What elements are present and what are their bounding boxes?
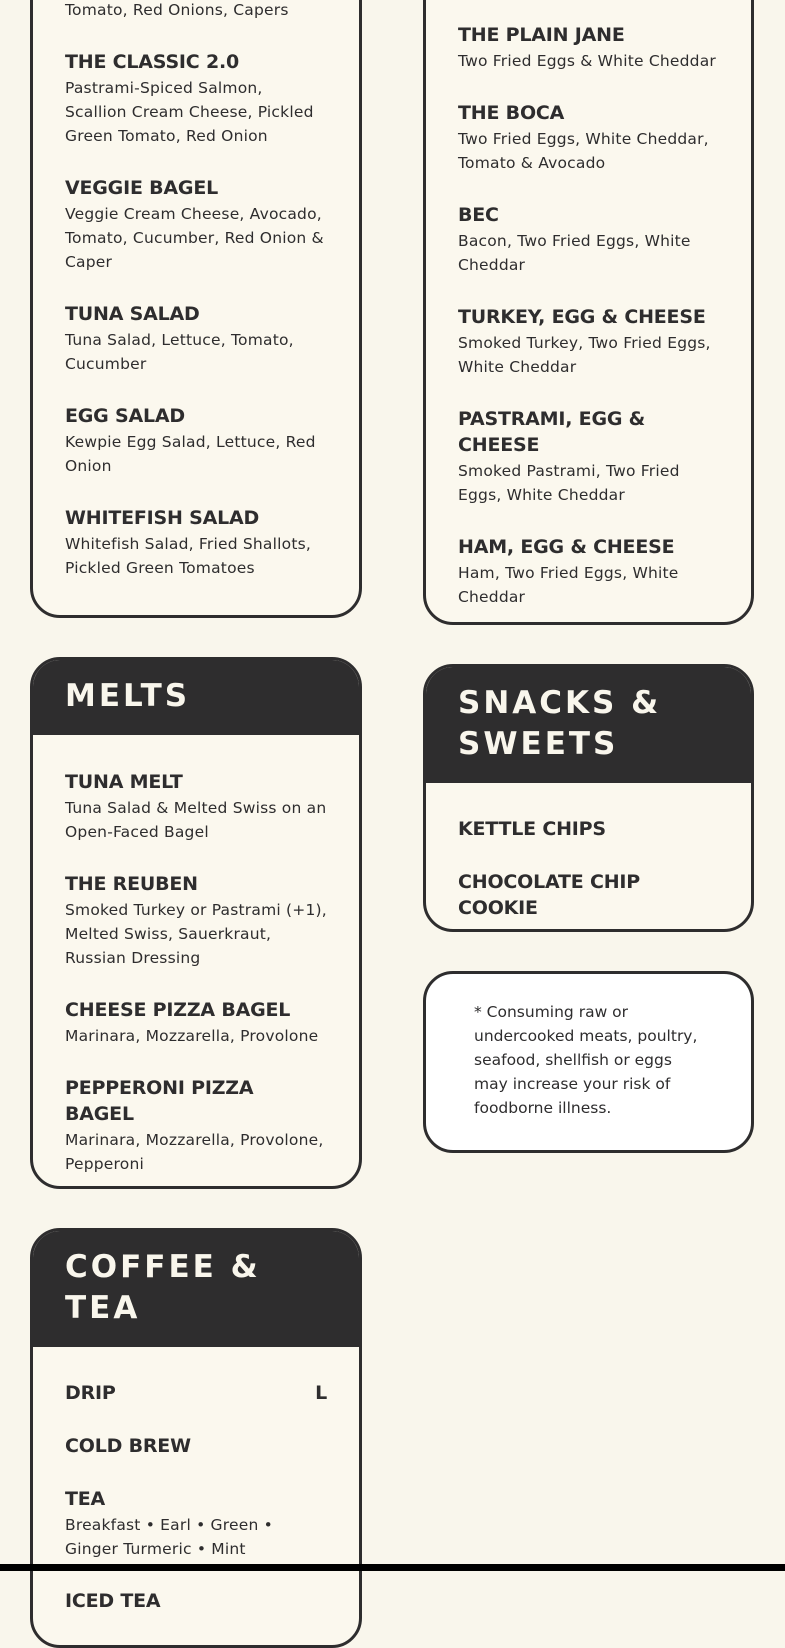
menu-item bbox=[458, 304, 719, 379]
menu-item-name: TURKEY, EGG & CHEESE bbox=[458, 306, 706, 328]
menu-item bbox=[458, 100, 719, 175]
menu-item-description: Breakfast • Earl • Green • Ginger Turmeric • Mint bbox=[65, 1516, 273, 1558]
bottom-edge-bar bbox=[0, 1564, 785, 1571]
menu-item-name: THE CLASSIC 2.0 bbox=[65, 51, 240, 73]
melts-menu-card bbox=[30, 657, 362, 1189]
section-title bbox=[426, 667, 751, 783]
menu-item-name: CHOCOLATE CHIP COOKIE bbox=[458, 871, 641, 919]
menu-item-description: Marinara, Mozzarella, Provolone bbox=[65, 1027, 319, 1045]
menu-item-name: THE BOCA bbox=[458, 102, 565, 124]
menu-item-description: Smoked Turkey or Pastrami (+1), Melted Swiss, Sauerkraut, Russian Dressing bbox=[65, 901, 327, 967]
notice-text: * Consuming raw or undercooked meats, poultry, seafood, shellfish or eggs may increase your risk of foodborne illness. bbox=[474, 1003, 698, 1117]
menu-item-description: Kewpie Egg Salad, Lettuce, Red Onion bbox=[65, 433, 316, 475]
menu-item bbox=[65, 871, 327, 970]
menu-item-description: Veggie Cream Cheese, Avocado, Tomato, Cucumber, Red Onion & Caper bbox=[65, 205, 324, 271]
menu-item-name: TEA bbox=[65, 1488, 106, 1510]
menu-item-description: Smoked Turkey, Two Fried Eggs, White Cheddar bbox=[458, 334, 711, 376]
menu-item bbox=[65, 505, 327, 580]
menu-item bbox=[65, 769, 327, 844]
menu-item-description: Whitefish Salad, Fried Shallots, Pickled Green Tomatoes bbox=[65, 535, 311, 577]
menu-item bbox=[65, 49, 327, 148]
menu-item-name: EGG SALAD bbox=[65, 405, 185, 427]
menu-item bbox=[458, 869, 719, 921]
menu-item bbox=[65, 1380, 327, 1406]
menu-item bbox=[65, 301, 327, 376]
menu-item-name: HAM, EGG & CHEESE bbox=[458, 536, 675, 558]
menu-item bbox=[458, 816, 719, 842]
menu-item-description: Tuna Salad, Lettuce, Tomato, Cucumber bbox=[65, 331, 294, 373]
menu-item-description: Two Fried Eggs & White Cheddar bbox=[458, 52, 716, 70]
menu-item-name: KETTLE CHIPS bbox=[458, 818, 606, 840]
menu-item-description: Ham, Two Fried Eggs, White Cheddar bbox=[458, 564, 679, 606]
menu-item-name: WHITEFISH SALAD bbox=[65, 507, 260, 529]
section-title: COFFEE & TEA bbox=[33, 1231, 359, 1347]
menu-item bbox=[65, 1433, 327, 1459]
menu-item-description: Tuna Salad & Melted Swiss on an Open-Faced Bagel bbox=[65, 799, 327, 841]
menu-item-description: Pastrami-Spiced Salmon, Scallion Cream Cheese, Pickled Green Tomato, Red Onion bbox=[65, 79, 314, 145]
menu-item-name: DRIP bbox=[65, 1382, 116, 1404]
menu-item-name: COLD BREW bbox=[65, 1435, 191, 1457]
menu-item bbox=[65, 0, 327, 22]
food-safety-notice bbox=[423, 971, 754, 1153]
menu-item-description: Tomato, Red Onions, Capers bbox=[65, 1, 289, 19]
snacks-sweets-menu-card bbox=[423, 664, 754, 932]
section-title-line: SNACKS & bbox=[458, 685, 662, 721]
menu-item-name: CHEESE PIZZA BAGEL bbox=[65, 999, 291, 1021]
menu-item-name: VEGGIE BAGEL bbox=[65, 177, 219, 199]
coffee-tea-menu-card bbox=[30, 1228, 362, 1648]
menu-item-description: Two Fried Eggs, White Cheddar, Tomato & Avocado bbox=[458, 130, 709, 172]
section-title-line: SWEETS bbox=[458, 726, 619, 762]
menu-item-name: TUNA MELT bbox=[65, 771, 183, 793]
section-title: MELTS bbox=[33, 660, 359, 735]
menu-item bbox=[65, 1486, 327, 1561]
bagels-menu-card bbox=[30, 0, 362, 618]
menu-item bbox=[65, 1588, 327, 1614]
menu-item-name: TUNA SALAD bbox=[65, 303, 200, 325]
menu-item bbox=[458, 22, 719, 73]
menu-item-description: Bacon, Two Fried Eggs, White Cheddar bbox=[458, 232, 691, 274]
menu-item bbox=[458, 534, 719, 609]
menu-item bbox=[458, 406, 719, 507]
menu-item-name: THE PLAIN JANE bbox=[458, 24, 625, 46]
menu-item bbox=[65, 1075, 327, 1176]
menu-item-name: THE REUBEN bbox=[65, 873, 198, 895]
menu-item bbox=[65, 997, 327, 1048]
menu-item bbox=[458, 202, 719, 277]
menu-item-name: PEPPERONI PIZZA BAGEL bbox=[65, 1077, 254, 1125]
menu-item bbox=[65, 403, 327, 478]
menu-item-description: Marinara, Mozzarella, Provolone, Pepperoni bbox=[65, 1131, 324, 1173]
menu-item-name: BEC bbox=[458, 204, 499, 226]
menu-item-description: Smoked Pastrami, Two Fried Eggs, White Cheddar bbox=[458, 462, 680, 504]
egg-sandwiches-menu-card bbox=[423, 0, 754, 625]
menu-item-name: PASTRAMI, EGG & CHEESE bbox=[458, 408, 646, 456]
size-label: L bbox=[315, 1382, 327, 1404]
menu-item bbox=[65, 175, 327, 274]
menu-item-name: ICED TEA bbox=[65, 1590, 161, 1612]
